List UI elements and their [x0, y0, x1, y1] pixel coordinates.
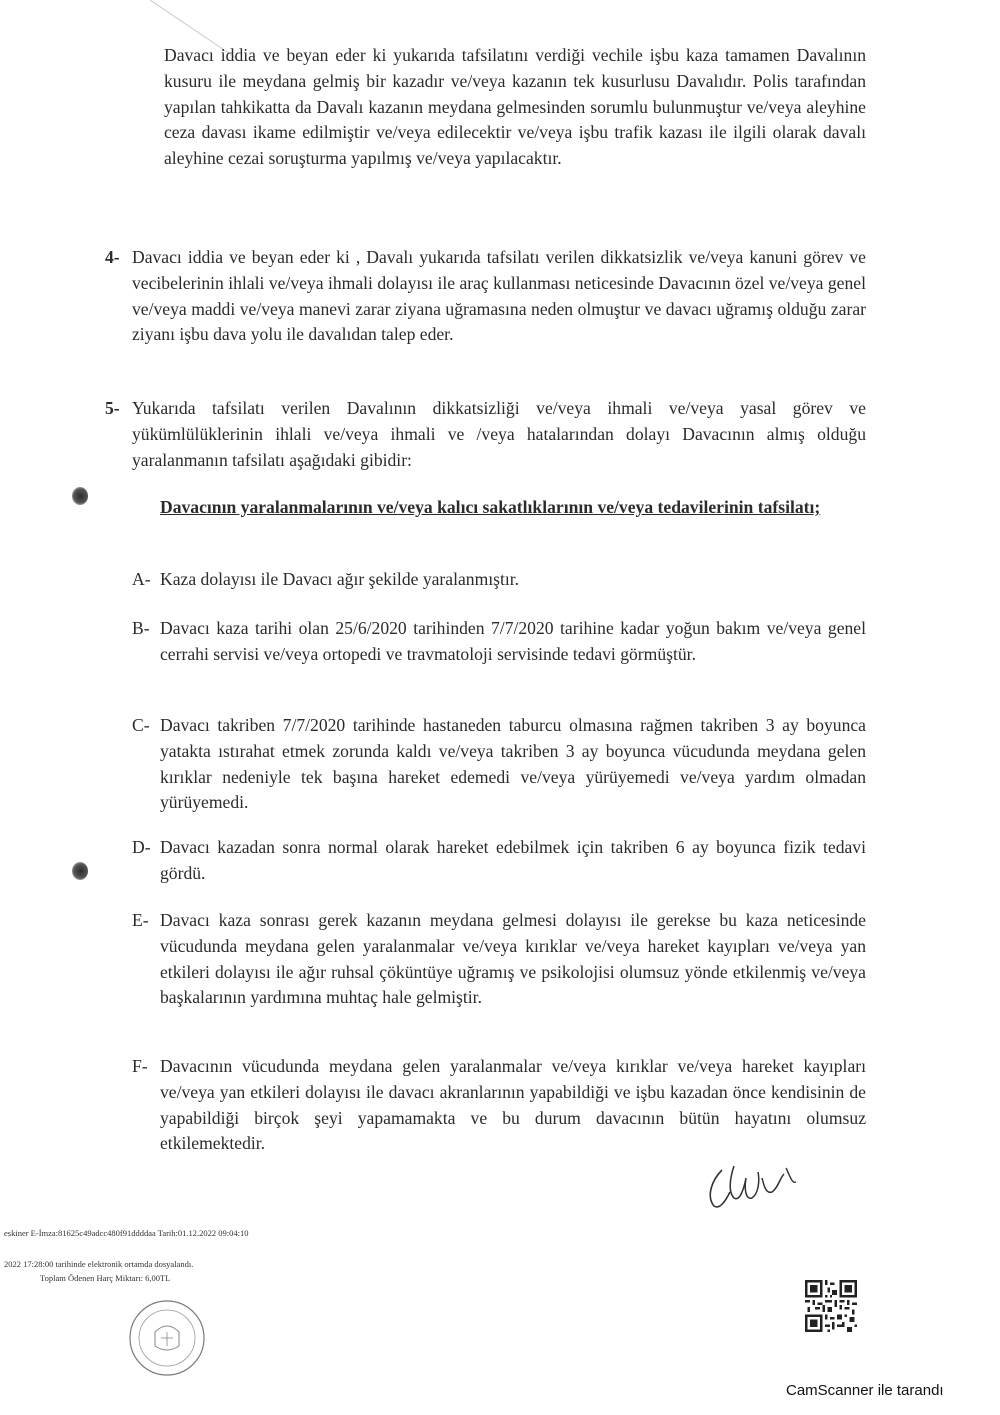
e-signature-line: eskiner E-İmza:81625c49adcc480f91ddddaa Tarih:01.12.2022 09:04:10	[4, 1228, 249, 1238]
fee-amount-line: Toplam Ödenen Harç Miktarı: 6,00TL	[40, 1273, 171, 1283]
item-5-text: Yukarıda tafsilatı verilen Davalının dikkatsizliği ve/veya ihmali ve/veya yasal görev ve yükümlülüklerinin ihlali ve/veya ihmali ve /veya hatalarından dolayı Davacının almış olduğu yaralanmanın tafsilatı aşağıdaki gibidir:	[132, 398, 866, 470]
court-seal-stamp	[127, 1298, 207, 1378]
qr-code	[805, 1280, 857, 1332]
punch-hole-icon	[72, 487, 88, 505]
sub-item-b-text: Davacı kaza tarihi olan 25/6/2020 tarihinden 7/7/2020 tarihine kadar yoğun bakım ve/veya genel cerrahi servisi ve/veya ortopedi ve travmatoloji servisinde tedavi görmüştür.	[160, 618, 866, 664]
handwritten-signature	[700, 1148, 810, 1218]
sub-item-a-letter: A-	[132, 569, 151, 589]
sub-item-f-text: Davacının vücudunda meydana gelen yaralanmalar ve/veya kırıklar ve/veya hareket kayıpları ve/veya yan etkileri dolayısı ile davacı akranlarının yapabildiği ve işbu kazadan önce kendisinin de yapabildiği birçok şeyi yapamamakta ve bu durum davacının bütün hayatını olumsuz etkilemektedir.	[160, 1056, 866, 1154]
sub-item-c-letter: C-	[132, 715, 150, 735]
sub-item-d-text: Davacı kazadan sonra normal olarak hareket edebilmek için takriben 6 ay boyunca fizik tedavi gördü.	[160, 837, 866, 883]
intro-paragraph: Davacı iddia ve beyan eder ki yukarıda tafsilatını verdiği vechile işbu kaza tamamen Davalının kusuru ile meydana gelmiş bir kazadır ve/veya kazanın tek kusurlusu Davalıdır. Polis tarafından yapılan tahkikatta da Davalı kazanın meydana gelmesinden sorumlu bulunmuştur ve/veya aleyhine ceza davası ikame edilmiştir ve/veya edilecektir ve/veya işbu trafik kazası ile ilgili olarak davalı aleyhine cezai soruşturma yapılmış ve/veya yapılacaktır.	[164, 45, 866, 169]
injuries-heading: Davacının yaralanmalarının ve/veya kalıcı sakatlıklarının ve/veya tedavilerinin tafsilatı;	[160, 497, 821, 517]
punch-hole-icon	[72, 862, 88, 880]
sub-item-c-text: Davacı takriben 7/7/2020 tarihinde hastaneden taburcu olmasına rağmen takriben 3 ay boyunca yatakta ıstırahat etmek zorunda kaldı ve/veya takriben 3 ay boyunca vücudunda meydana gelen kırıklar nedeniyle tek başına hareket edemedi ve/veya yürüyemedi ve/veya yardım olmadan yürüyemedi.	[160, 715, 866, 813]
sub-item-b-letter: B-	[132, 618, 150, 638]
sub-item-a-text: Kaza dolayısı ile Davacı ağır şekilde yaralanmıştır.	[160, 569, 520, 589]
sub-item-d-letter: D-	[132, 837, 151, 857]
item-4-number: 4-	[105, 247, 120, 267]
item-5-number: 5-	[105, 398, 120, 418]
sub-item-e-text: Davacı kaza sonrası gerek kazanın meydana gelmesi dolayısı ile gerekse bu kaza neticesinde vücudunda meydana gelen yaralanmalar ve/veya kırıklar ve/veya hareket kayıpları ve/veya yan etkileri dolayısı ile ağır ruhsal çöküntüye uğramış ve psikolojisi olumsuz yönde etkilenmiş ve/veya başkalarının yardımına muhtaç hale gelmiştir.	[160, 910, 866, 1008]
sub-item-e-letter: E-	[132, 910, 149, 930]
sub-item-f-letter: F-	[132, 1056, 148, 1076]
item-4-text: Davacı iddia ve beyan eder ki , Davalı yukarıda tafsilatı verilen dikkatsizlik ve/veya kanuni görev ve vecibelerinin ihlali ve/veya ihmali dolayısı ile araç kullanması neticesinde Davacının özel ve/veya genel ve/veya maddi ve/veya manevi zarar ziyana uğramasına neden olmuştur ve davacı uğramış olduğu zarar ziyanı işbu dava yolu ile davalıdan talep eder.	[132, 247, 866, 345]
scanner-watermark-label: CamScanner ile tarandı	[786, 1382, 944, 1399]
filed-electronically-line: 2022 17:28:00 tarihinde elektronik ortamda dosyalandı.	[4, 1259, 194, 1269]
